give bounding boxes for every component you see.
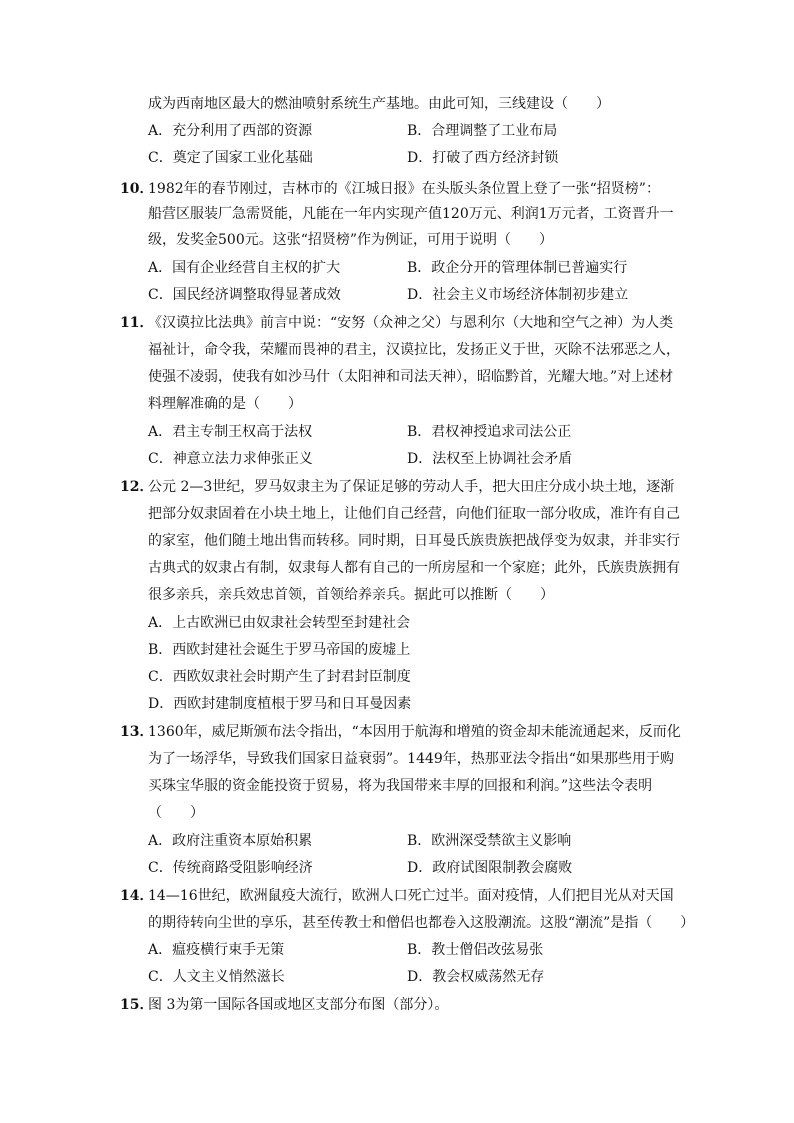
q12-stem-line: 古典式的奴隶占有制，奴隶每人都有自己的一所房屋和一个家庭；此外，氏族贵族拥有	[148, 560, 680, 576]
q13-option-b[interactable]: B．欧洲深受禁欲主义影响	[407, 833, 572, 849]
q11-option-b[interactable]: B．君权神授追求司法公正	[407, 424, 572, 440]
q13-option-c[interactable]: C．传统商路受阻影响经济	[148, 860, 313, 876]
q12-option-b[interactable]: B．西欧封建社会诞生于罗马帝国的废墟上	[148, 642, 411, 658]
q10-option-b[interactable]: B．政企分开的管理体制已普遍实行	[407, 260, 628, 276]
q12-stem-line: 很多亲兵，亲兵效忠首领，首领给养亲兵。据此可以推断（ ）	[148, 587, 554, 603]
q13-number: 13．	[120, 724, 154, 740]
q9-option-b[interactable]: B．合理调整了工业布局	[407, 123, 558, 139]
q15-number: 15．	[120, 997, 154, 1013]
q15-stem-line: 图 3为第一国际各国或地区支部分布图（部分）。	[148, 997, 449, 1013]
q13-option-a[interactable]: A．政府注重资本原始积累	[148, 833, 313, 849]
q14-option-b[interactable]: B．教士僧侣改弦易张	[407, 942, 544, 958]
q11-stem-line: 料理解准确的是（ ）	[148, 396, 302, 412]
q11-option-c[interactable]: C．神意立法力求伸张正义	[148, 451, 313, 467]
q11-option-a[interactable]: A．君主专制王权高于法权	[148, 424, 313, 440]
q11-stem-line: 使强不凌弱，使我有如沙马什（太阳神和司法天神），昭临黔首，光耀大地。”对上述材	[148, 369, 674, 385]
q10-option-c[interactable]: C．国民经济调整取得显著成效	[148, 287, 341, 303]
q12-stem-line: 的家室，他们随土地出售而转移。同时期，日耳曼氏族贵族把战俘变为奴隶，并非实行	[148, 533, 680, 549]
q11-stem-line: 《汉谟拉比法典》前言中说：“安努（众神之父）与恩利尔（大地和空气之神）为人类	[148, 315, 674, 331]
q10-stem-line: 级，发奖金500元。这张“招贤榜”作为例证，可用于说明（ ）	[148, 232, 554, 248]
q12-option-d[interactable]: D．西欧封建制度植根于罗马和日耳曼因素	[148, 696, 412, 712]
q11-option-d[interactable]: D．法权至上协调社会矛盾	[407, 451, 573, 467]
q12-stem-line: 公元 2—3世纪，罗马奴隶主为了保证足够的劳动人手，把大田庄分成小块土地，逐渐	[148, 479, 675, 495]
q12-stem-line: 把部分奴隶固着在小块土地上，让他们自己经营，向他们征取一部分收成，准许有自己	[148, 506, 680, 522]
q10-number: 10．	[120, 181, 154, 197]
q9-stem-tail: 成为西南地区最大的燃油喷射系统生产基地。由此可知，三线建设（ ）	[148, 96, 610, 112]
q14-stem-line: 的期待转向尘世的享乐，甚至传教士和僧侣也都卷入这股潮流。这股“潮流”是指（ ）	[148, 915, 695, 931]
q9-option-a[interactable]: A．充分利用了西部的资源	[148, 123, 313, 139]
q13-stem-line: 买珠宝华服的资金能投资于贸易，将为我国带来丰厚的回报和利润。”这些法令表明	[148, 778, 653, 794]
q10-option-d[interactable]: D．社会主义市场经济体制初步建立	[407, 287, 629, 303]
q13-stem-line: 为了一场浮华，导致我们国家日益衰弱”。1449年，热那亚法令指出“如果那些用于购	[148, 751, 674, 767]
q13-option-d[interactable]: D．政府试图限制教会腐败	[407, 860, 573, 876]
q11-number: 11．	[120, 315, 154, 331]
q10-option-a[interactable]: A．国有企业经营自主权的扩大	[148, 260, 341, 276]
q14-number: 14．	[120, 888, 154, 904]
q14-option-c[interactable]: C．人文主义悄然滋长	[148, 969, 285, 985]
q14-option-d[interactable]: D．教会权威荡然无存	[407, 969, 545, 985]
q10-stem-line: 1982年的春节刚过，吉林市的《江城日报》在头版头条位置上登了一张“招贤榜”：	[148, 181, 660, 197]
q12-option-a[interactable]: A．上古欧洲已由奴隶社会转型至封建社会	[148, 615, 411, 631]
q10-stem-line: 船营区服装厂急需贤能，凡能在一年内实现产值120万元、利润1万元者，工资晋升一	[148, 206, 674, 222]
q9-option-c[interactable]: C．奠定了国家工业化基础	[148, 150, 313, 166]
q12-number: 12．	[120, 479, 154, 495]
q14-option-a[interactable]: A．瘟疫横行束手无策	[148, 942, 285, 958]
q13-stem-line: 1360年，威尼斯颁布法令指出，“本因用于航海和增殖的资金却未能流通起来，反而化	[148, 724, 681, 740]
q14-stem-line: 14—16世纪，欧洲鼠疫大流行，欧洲人口死亡过半。面对疫情，人们把目光从对天国	[148, 888, 674, 904]
q11-stem-line: 福祉计，命令我，荣耀而畏神的君主，汉谟拉比，发扬正义于世，灭除不法邪恶之人，	[148, 342, 680, 358]
q12-option-c[interactable]: C．西欧奴隶社会时期产生了封君封臣制度	[148, 669, 411, 685]
q9-option-d[interactable]: D．打破了西方经济封锁	[407, 150, 559, 166]
q13-stem-line: （ ）	[148, 805, 204, 821]
